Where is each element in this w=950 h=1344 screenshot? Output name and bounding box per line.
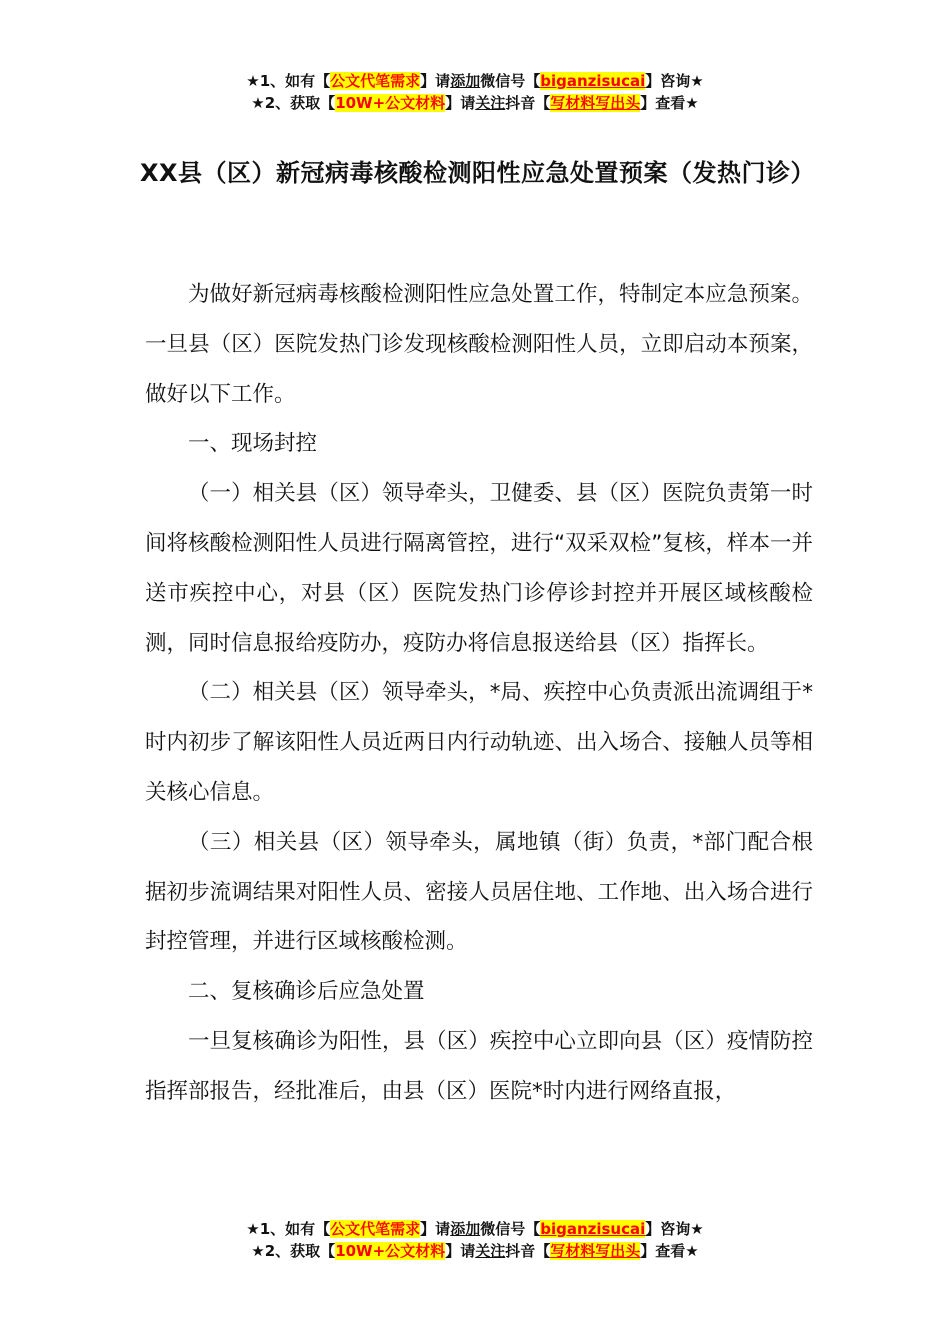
banner-text: 】查看★: [640, 1242, 699, 1260]
paragraph-confirmed: 一旦复核确诊为阳性，县（区）疾控中心立即向县（区）疫情防控指挥部报告，经批准后，由县（区）医院*时内进行网络直报，: [145, 1028, 813, 1104]
banner-text: 】请: [445, 1242, 476, 1260]
douyin-account-link[interactable]: 写材料写出头: [550, 94, 641, 112]
underlined-add: 添加: [450, 1220, 481, 1238]
paragraph-item-3: （三）相关县（区）领导牵头，属地镇（街）负责，*部门配合根据初步流调结果对阳性人员、密接人员居住地、工作地、出入场合进行封控管理，并进行区域核酸检测。: [145, 829, 813, 955]
banner-text: 】咨询★: [645, 1220, 704, 1238]
douyin-account-link[interactable]: 写材料写出头: [550, 1242, 641, 1260]
banner-text: 微信号【: [480, 1220, 541, 1238]
banner-text: ★2、获取【: [251, 94, 336, 112]
banner-text: 抖音【: [505, 94, 551, 112]
highlight-materials: 10W+公文材料: [335, 1242, 446, 1260]
document-body: [145, 270, 813, 1117]
paragraph-item-1: （一）相关县（区）领导牵头，卫健委、县（区）医院负责第一时间将核酸检测阳性人员进行隔离管控，进行“双采双检”复核，样本一并送市疾控中心，对县（区）医院发热门诊停诊封控并开展区域核酸检测，同时信息报给疫防办，疫防办将信息报送给县（区）指挥长。: [145, 481, 813, 656]
banner-text: ★1、如有【: [246, 72, 331, 90]
banner-text: 】查看★: [640, 94, 699, 112]
highlight-materials: 10W+公文材料: [335, 94, 446, 112]
banner-text: 】请: [445, 94, 476, 112]
header-banner: [0, 70, 950, 114]
underlined-follow: 关注: [475, 1242, 506, 1260]
banner-line-2: [0, 1240, 950, 1262]
section-heading-1: 一、现场封控: [188, 431, 318, 457]
banner-line-2: [0, 92, 950, 114]
wechat-id-link[interactable]: biganzisucai: [540, 1220, 646, 1238]
section-heading-2: 二、复核确诊后应急处置: [188, 979, 425, 1005]
banner-text: ★2、获取【: [251, 1242, 336, 1260]
banner-text: 】请: [420, 72, 451, 90]
banner-line-1: [0, 1218, 950, 1240]
document-title: XX县（区）新冠病毒核酸检测阳性应急处置预案（发热门诊）: [140, 159, 816, 187]
intro-paragraph: 为做好新冠病毒核酸检测阳性应急处置工作，特制定本应急预案。一旦县（区）医院发热门诊发现核酸检测阳性人员，立即启动本预案，做好以下工作。: [145, 282, 813, 407]
banner-text: ★1、如有【: [246, 1220, 331, 1238]
banner-text: 】请: [420, 1220, 451, 1238]
banner-text: 微信号【: [480, 72, 541, 90]
footer-banner: [0, 1218, 950, 1262]
highlight-service: 公文代笔需求: [330, 1220, 421, 1238]
paragraph-item-2: （二）相关县（区）领导牵头，*局、疾控中心负责派出流调组于*时内初步了解该阳性人员近两日内行动轨迹、出入场合、接触人员等相关核心信息。: [145, 680, 813, 805]
wechat-id-link[interactable]: biganzisucai: [540, 72, 646, 90]
underlined-add: 添加: [450, 72, 481, 90]
highlight-service: 公文代笔需求: [330, 72, 421, 90]
banner-text: 】咨询★: [645, 72, 704, 90]
banner-text: 抖音【: [505, 1242, 551, 1260]
underlined-follow: 关注: [475, 94, 506, 112]
banner-line-1: [0, 70, 950, 92]
